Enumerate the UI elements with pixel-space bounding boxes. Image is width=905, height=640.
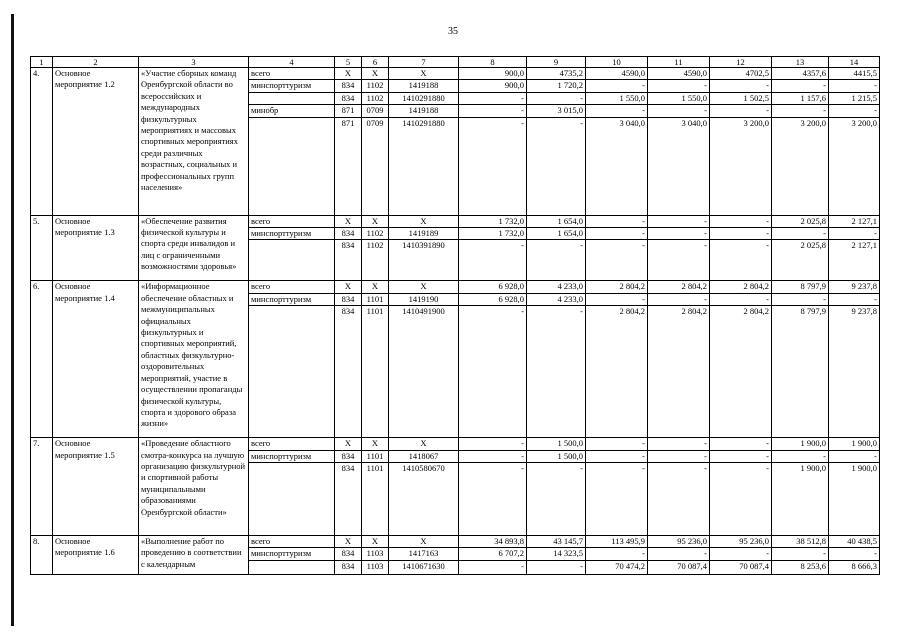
table-row bbox=[31, 68, 880, 80]
value-cell: 1410671630 bbox=[389, 560, 459, 574]
column-number-cell: 10 bbox=[586, 57, 648, 68]
value-cell: - bbox=[710, 463, 772, 536]
value-cell: - bbox=[710, 228, 772, 240]
executor-cell bbox=[249, 560, 335, 574]
table-row bbox=[31, 281, 880, 293]
value-cell: - bbox=[829, 293, 880, 305]
value-cell: 1 550,0 bbox=[586, 92, 648, 104]
value-cell: 1101 bbox=[362, 463, 389, 536]
measure-name-cell: «Участие сборных команд Оренбургской области во всероссийских и международных физкультурных мероприятиях и массовых спортивных мероприятиях среди различных возрастных, социальных и профессиональных групп населения» bbox=[139, 68, 249, 216]
value-cell: - bbox=[710, 215, 772, 227]
value-cell: - bbox=[710, 293, 772, 305]
value-cell: 40 438,5 bbox=[829, 536, 880, 548]
value-cell: - bbox=[648, 438, 710, 450]
value-cell: 1 500,0 bbox=[527, 438, 586, 450]
executor-cell: минспорттуризм bbox=[249, 293, 335, 305]
value-cell: - bbox=[648, 240, 710, 281]
value-cell: Х bbox=[389, 536, 459, 548]
value-cell: Х bbox=[362, 215, 389, 227]
value-cell: 1101 bbox=[362, 450, 389, 462]
value-cell: 1410580670 bbox=[389, 463, 459, 536]
value-cell: - bbox=[710, 105, 772, 117]
measure-name-cell: «Проведение областного смотра-конкурса на лучшую организацию физкультурной и спортивной работы муниципальными образованиями Оренбургской области» bbox=[139, 438, 249, 536]
value-cell: Х bbox=[335, 68, 362, 80]
value-cell: - bbox=[586, 80, 648, 92]
value-cell: - bbox=[648, 450, 710, 462]
value-cell: 1103 bbox=[362, 548, 389, 560]
measure-name-cell: «Выполнение работ по проведению в соответствии с календарным bbox=[139, 536, 249, 575]
executor-cell bbox=[249, 463, 335, 536]
measure-name-cell: «Информационное обеспечение областных и межмуниципальных официальных физкультурных и спортивных мероприятий, областных физкультурно-оздоровительных мероприятий, участие в осуществлении пропаганды физической культуры, спорта и здорового образа жизни» bbox=[139, 281, 249, 438]
measure-cell: Основное мероприятие 1.6 bbox=[53, 536, 139, 575]
value-cell: - bbox=[459, 306, 527, 438]
value-cell: Х bbox=[335, 215, 362, 227]
column-number-cell: 4 bbox=[249, 57, 335, 68]
measure-cell: Основное мероприятие 1.3 bbox=[53, 215, 139, 281]
value-cell: - bbox=[648, 548, 710, 560]
column-number-cell: 14 bbox=[829, 57, 880, 68]
value-cell: 834 bbox=[335, 240, 362, 281]
column-number-cell: 12 bbox=[710, 57, 772, 68]
executor-cell bbox=[249, 240, 335, 281]
value-cell: 3 015,0 bbox=[527, 105, 586, 117]
budget-table bbox=[30, 56, 880, 575]
value-cell: 1101 bbox=[362, 293, 389, 305]
value-cell: Х bbox=[389, 281, 459, 293]
value-cell: 1410391890 bbox=[389, 240, 459, 281]
value-cell: 4735,2 bbox=[527, 68, 586, 80]
value-cell: 6 928,0 bbox=[459, 293, 527, 305]
value-cell: - bbox=[586, 548, 648, 560]
value-cell: 3 200,0 bbox=[710, 117, 772, 215]
value-cell: - bbox=[586, 463, 648, 536]
value-cell: - bbox=[586, 105, 648, 117]
measure-cell: Основное мероприятие 1.5 bbox=[53, 438, 139, 536]
value-cell: - bbox=[710, 438, 772, 450]
value-cell: - bbox=[772, 548, 829, 560]
value-cell: 8 797,9 bbox=[772, 281, 829, 293]
value-cell: 6 707,2 bbox=[459, 548, 527, 560]
value-cell: 4702,5 bbox=[710, 68, 772, 80]
value-cell: 2 127,1 bbox=[829, 240, 880, 281]
value-cell: 1101 bbox=[362, 306, 389, 438]
value-cell: - bbox=[586, 438, 648, 450]
value-cell: - bbox=[829, 80, 880, 92]
table-row bbox=[31, 438, 880, 450]
value-cell: - bbox=[459, 463, 527, 536]
value-cell: 1 550,0 bbox=[648, 92, 710, 104]
value-cell: Х bbox=[362, 438, 389, 450]
value-cell: 113 495,9 bbox=[586, 536, 648, 548]
value-cell: 4590,0 bbox=[648, 68, 710, 80]
value-cell: - bbox=[586, 293, 648, 305]
column-number-cell: 7 bbox=[389, 57, 459, 68]
value-cell: 834 bbox=[335, 92, 362, 104]
value-cell: - bbox=[586, 450, 648, 462]
value-cell: 1 215,5 bbox=[829, 92, 880, 104]
column-number-cell: 1 bbox=[31, 57, 53, 68]
value-cell: 1417163 bbox=[389, 548, 459, 560]
value-cell: - bbox=[586, 240, 648, 281]
value-cell: - bbox=[648, 463, 710, 536]
value-cell: 1 900,0 bbox=[829, 438, 880, 450]
value-cell: - bbox=[648, 80, 710, 92]
value-cell: - bbox=[710, 240, 772, 281]
row-number-cell: 8. bbox=[31, 536, 53, 575]
value-cell: - bbox=[772, 450, 829, 462]
value-cell: - bbox=[527, 92, 586, 104]
value-cell: - bbox=[459, 105, 527, 117]
value-cell: 34 893,8 bbox=[459, 536, 527, 548]
value-cell: 1 900,0 bbox=[772, 438, 829, 450]
value-cell: 1 900,0 bbox=[772, 463, 829, 536]
value-cell: 2 025,8 bbox=[772, 240, 829, 281]
value-cell: 2 804,2 bbox=[710, 306, 772, 438]
value-cell: - bbox=[772, 228, 829, 240]
value-cell: 8 797,9 bbox=[772, 306, 829, 438]
value-cell: 2 025,8 bbox=[772, 215, 829, 227]
value-cell: 70 087,4 bbox=[710, 560, 772, 574]
value-cell: 3 200,0 bbox=[772, 117, 829, 215]
value-cell: - bbox=[527, 117, 586, 215]
value-cell: 834 bbox=[335, 450, 362, 462]
value-cell: 1419188 bbox=[389, 80, 459, 92]
value-cell: - bbox=[648, 293, 710, 305]
value-cell: 1102 bbox=[362, 80, 389, 92]
executor-cell: минспорттуризм bbox=[249, 450, 335, 462]
value-cell: 871 bbox=[335, 117, 362, 215]
table-body bbox=[31, 57, 880, 575]
executor-cell: всего bbox=[249, 215, 335, 227]
row-number-cell: 4. bbox=[31, 68, 53, 216]
value-cell: - bbox=[586, 228, 648, 240]
value-cell: Х bbox=[389, 68, 459, 80]
value-cell: 70 087,4 bbox=[648, 560, 710, 574]
value-cell: - bbox=[829, 228, 880, 240]
executor-cell: всего bbox=[249, 281, 335, 293]
value-cell: Х bbox=[389, 215, 459, 227]
value-cell: 1102 bbox=[362, 240, 389, 281]
value-cell: 1 502,5 bbox=[710, 92, 772, 104]
value-cell: 9 237,8 bbox=[829, 281, 880, 293]
value-cell: - bbox=[459, 560, 527, 574]
value-cell: - bbox=[710, 548, 772, 560]
value-cell: 38 512,8 bbox=[772, 536, 829, 548]
value-cell: 834 bbox=[335, 548, 362, 560]
value-cell: 95 236,0 bbox=[648, 536, 710, 548]
value-cell: Х bbox=[389, 438, 459, 450]
value-cell: 1 732,0 bbox=[459, 228, 527, 240]
executor-cell bbox=[249, 117, 335, 215]
column-number-cell: 6 bbox=[362, 57, 389, 68]
value-cell: 834 bbox=[335, 306, 362, 438]
value-cell: 1418067 bbox=[389, 450, 459, 462]
executor-cell: минспорттуризм bbox=[249, 548, 335, 560]
value-cell: 2 804,2 bbox=[648, 306, 710, 438]
value-cell: 0709 bbox=[362, 117, 389, 215]
row-number-cell: 6. bbox=[31, 281, 53, 438]
value-cell: 9 237,8 bbox=[829, 306, 880, 438]
value-cell: - bbox=[772, 105, 829, 117]
column-number-cell: 9 bbox=[527, 57, 586, 68]
column-number-cell: 11 bbox=[648, 57, 710, 68]
value-cell: 1 157,6 bbox=[772, 92, 829, 104]
value-cell: 4590,0 bbox=[586, 68, 648, 80]
executor-cell: всего bbox=[249, 438, 335, 450]
row-number-cell: 7. bbox=[31, 438, 53, 536]
value-cell: Х bbox=[335, 281, 362, 293]
executor-cell: минспорттуризм bbox=[249, 228, 335, 240]
value-cell: 2 127,1 bbox=[829, 215, 880, 227]
value-cell: 1 720,2 bbox=[527, 80, 586, 92]
value-cell: 2 804,2 bbox=[586, 306, 648, 438]
value-cell: 834 bbox=[335, 560, 362, 574]
binding-line bbox=[11, 14, 14, 626]
value-cell: 1410491900 bbox=[389, 306, 459, 438]
value-cell: - bbox=[527, 240, 586, 281]
value-cell: - bbox=[459, 117, 527, 215]
measure-cell: Основное мероприятие 1.4 bbox=[53, 281, 139, 438]
value-cell: - bbox=[459, 240, 527, 281]
value-cell: Х bbox=[362, 281, 389, 293]
value-cell: 1419188 bbox=[389, 105, 459, 117]
value-cell: Х bbox=[335, 536, 362, 548]
value-cell: 834 bbox=[335, 80, 362, 92]
value-cell: 1419189 bbox=[389, 228, 459, 240]
value-cell: 6 928,0 bbox=[459, 281, 527, 293]
value-cell: 4415,5 bbox=[829, 68, 880, 80]
value-cell: Х bbox=[335, 438, 362, 450]
value-cell: 834 bbox=[335, 293, 362, 305]
value-cell: 834 bbox=[335, 228, 362, 240]
value-cell: - bbox=[829, 105, 880, 117]
value-cell: 2 804,2 bbox=[648, 281, 710, 293]
value-cell: - bbox=[586, 215, 648, 227]
value-cell: 8 666,3 bbox=[829, 560, 880, 574]
value-cell: - bbox=[527, 463, 586, 536]
value-cell: 3 040,0 bbox=[648, 117, 710, 215]
column-number-cell: 3 bbox=[139, 57, 249, 68]
executor-cell: всего bbox=[249, 536, 335, 548]
value-cell: 43 145,7 bbox=[527, 536, 586, 548]
value-cell: 871 bbox=[335, 105, 362, 117]
value-cell: - bbox=[829, 548, 880, 560]
value-cell: - bbox=[648, 228, 710, 240]
executor-cell: минспорттуризм bbox=[249, 80, 335, 92]
value-cell: 1419190 bbox=[389, 293, 459, 305]
value-cell: 1 732,0 bbox=[459, 215, 527, 227]
value-cell: 14 323,5 bbox=[527, 548, 586, 560]
value-cell: 3 040,0 bbox=[586, 117, 648, 215]
column-number-cell: 5 bbox=[335, 57, 362, 68]
value-cell: 1102 bbox=[362, 92, 389, 104]
value-cell: 1 654,0 bbox=[527, 228, 586, 240]
value-cell: 1410291880 bbox=[389, 92, 459, 104]
value-cell: 1102 bbox=[362, 228, 389, 240]
value-cell: - bbox=[527, 306, 586, 438]
value-cell: - bbox=[772, 293, 829, 305]
value-cell: Х bbox=[362, 536, 389, 548]
value-cell: 1 654,0 bbox=[527, 215, 586, 227]
value-cell: - bbox=[527, 560, 586, 574]
value-cell: 1410291880 bbox=[389, 117, 459, 215]
value-cell: 0709 bbox=[362, 105, 389, 117]
value-cell: 8 253,6 bbox=[772, 560, 829, 574]
value-cell: 1 500,0 bbox=[527, 450, 586, 462]
value-cell: 4357,6 bbox=[772, 68, 829, 80]
measure-name-cell: «Обеспечение развития физической культуры и спорта среди инвалидов и лиц с ограниченными возможностями здоровья» bbox=[139, 215, 249, 281]
value-cell: - bbox=[459, 438, 527, 450]
value-cell: - bbox=[829, 450, 880, 462]
value-cell: - bbox=[710, 450, 772, 462]
value-cell: 1 900,0 bbox=[829, 463, 880, 536]
value-cell: 2 804,2 bbox=[710, 281, 772, 293]
value-cell: 70 474,2 bbox=[586, 560, 648, 574]
value-cell: - bbox=[648, 215, 710, 227]
column-number-cell: 2 bbox=[53, 57, 139, 68]
executor-cell: минобр bbox=[249, 105, 335, 117]
value-cell: 834 bbox=[335, 463, 362, 536]
value-cell: 900,0 bbox=[459, 68, 527, 80]
value-cell: - bbox=[710, 80, 772, 92]
value-cell: 4 233,0 bbox=[527, 281, 586, 293]
value-cell: 3 200,0 bbox=[829, 117, 880, 215]
column-number-cell: 8 bbox=[459, 57, 527, 68]
executor-cell bbox=[249, 306, 335, 438]
value-cell: Х bbox=[362, 68, 389, 80]
value-cell: - bbox=[459, 450, 527, 462]
value-cell: 900,0 bbox=[459, 80, 527, 92]
value-cell: 95 236,0 bbox=[710, 536, 772, 548]
column-number-row bbox=[31, 57, 880, 68]
value-cell: - bbox=[772, 80, 829, 92]
executor-cell bbox=[249, 92, 335, 104]
row-number-cell: 5. bbox=[31, 215, 53, 281]
table-row bbox=[31, 536, 880, 548]
table-row bbox=[31, 215, 880, 227]
value-cell: 1103 bbox=[362, 560, 389, 574]
value-cell: - bbox=[648, 105, 710, 117]
value-cell: - bbox=[459, 92, 527, 104]
executor-cell: всего bbox=[249, 68, 335, 80]
column-number-cell: 13 bbox=[772, 57, 829, 68]
page-number: 35 bbox=[448, 26, 458, 37]
value-cell: 4 233,0 bbox=[527, 293, 586, 305]
value-cell: 2 804,2 bbox=[586, 281, 648, 293]
measure-cell: Основное мероприятие 1.2 bbox=[53, 68, 139, 216]
